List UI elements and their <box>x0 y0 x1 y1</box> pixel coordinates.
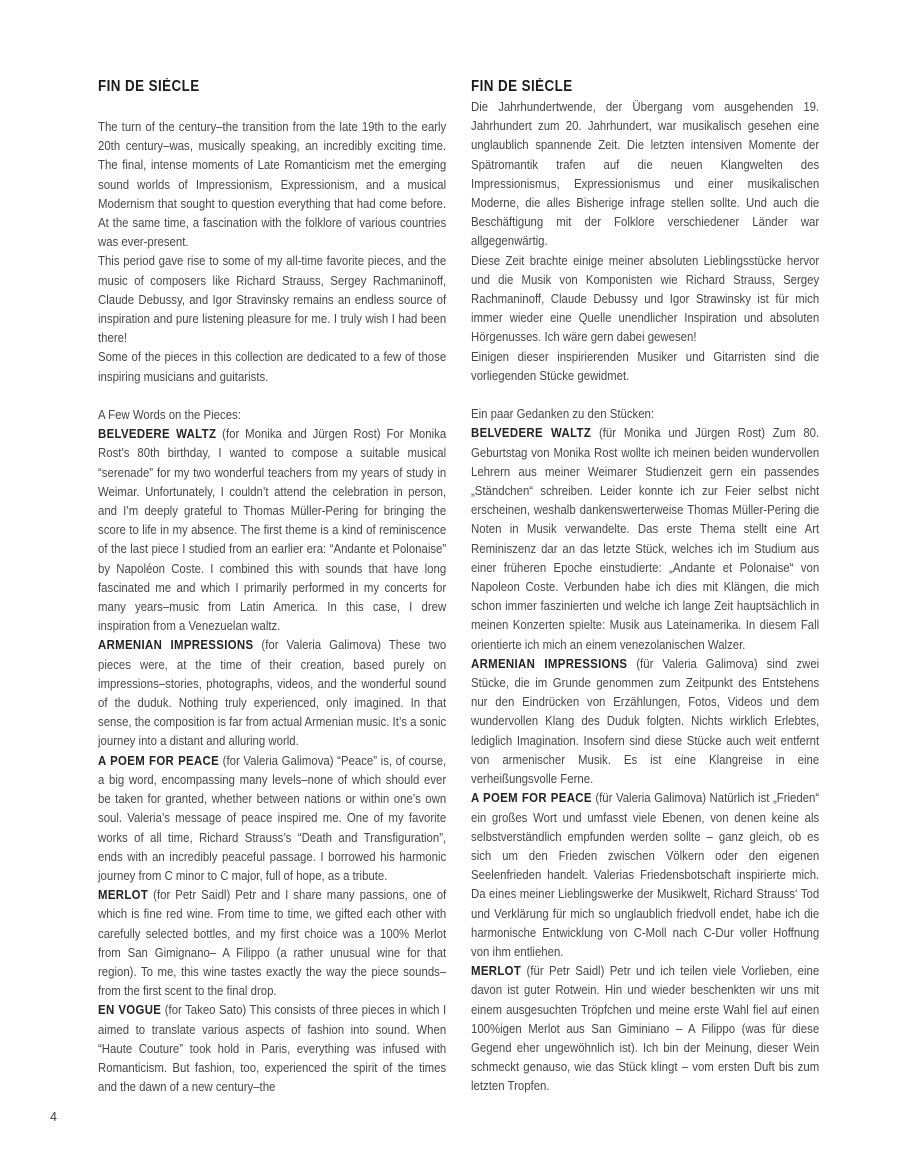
piece-title: BELVEDERE WALTZ <box>471 425 592 441</box>
piece-note-belvedere-waltz-en <box>98 424 446 635</box>
intro-paragraph-de-2: Diese Zeit brachte einige meiner absoluten Lieblingsstücke hervor und die Musik von Komponisten wie Richard Strauss, Sergey Rachmaninoff, Claude Debussy und Igor Strawinsky ist für mich immer wieder eine Quelle unendlicher Inspiration und absoluten Hörgenusses. Ich wäre gern dabei gewesen! <box>471 252 820 345</box>
piece-title: BELVEDERE WALTZ <box>98 426 217 442</box>
section-title-english: FIN DE SIÈCLE <box>98 78 200 95</box>
piece-note-armenian-impressions-en <box>98 635 446 750</box>
piece-note-merlot-en <box>98 885 446 1000</box>
piece-text: (für Monika und Jürgen Rost) Zum 80. Geburtstag von Monika Rost wollte ich meinen beiden wundervollen Lehrern aus meiner Weimarer Studienzeit gern ein passendes „Ständchen“ schreiben. Leider konnte ich zur Feier selbst nicht erscheinen, weshalb dankenswerterweise Thomas Müller-Pering die Noten in Musik verwandelte. Das erste Thema stellt eine Art Reminiszenz dar an das letzte Stück, welches ich im Studium aus einer früheren Epoche einstudierte: „Andante et Polonaise“ von Napoleon Coste. Verbunden habe ich dies mit Klängen, die mich schon immer faszinierten und welche ich lange Zeit hauptsächlich in meinen Konzerten spielte: Musik aus Lateinamerika. In diesem Fall orientierte ich mich an einem venezolanischen Walzer. <box>471 425 820 652</box>
intro-paragraph-en-1: The turn of the century–the transition from the late 19th to the early 20th century–was, musically speaking, an incredibly exciting time. The final, intense moments of Late Romanticism met the emerging sound worlds of Impressionism, Expressionism, and a musical Modernism that sought to question everything that had come before. At the same time, a fascination with the folklore of various countries was ever-present. <box>98 119 447 250</box>
piece-text: (für Valeria Galimova) sind zwei Stücke, die im Grunde genommen zum Zeitpunkt des Entstehens nur den Eindrücken von Erzählungen, Fotos, Videos und dem wundervollen Klang des Duduk folgten. Nichts wirklich Erlebtes, lediglich Imagination. Insofern sind diese Stücke auch weit entfernt von armenischer Musik. Es ist eine Klangreise in eine verheißungsvolle Ferne. <box>471 655 820 787</box>
piece-title: MERLOT <box>98 887 149 903</box>
piece-text: (für Petr Saidl) Petr und ich teilen viele Vorlieben, eine davon ist guter Rotwein. Hin und wieder beschenkten wir uns mit einem ausgesuchten Tröpfchen und meine erste Wahl fiel auf einen 100%igen Merlot aus San Giminiano – A Filippo (was für diese Gegend eher ungewöhnlich ist). Ich bin der Meinung, dieser Wein schmeckt genauso, wie das Stück klingt – vom ersten Duft bis zum letzten Tropfen. <box>471 963 820 1094</box>
piece-text: (for Takeo Sato) This consists of three pieces in which I aimed to translate various aspects of fashion into sound. When “Haute Couture” took hold in Paris, everything was infused with Romanticism. But fashion, too, experienced the spirit of the times and the dawn of a new century–the <box>98 1002 447 1095</box>
piece-title: EN VOGUE <box>98 1002 162 1018</box>
piece-note-a-poem-for-peace-de <box>471 788 819 961</box>
piece-text: (für Valeria Galimova) Natürlich ist „Frieden“ ein großes Wort und umfasst viele Ebenen, von denen keine als selbstverständlich empfunden werden sollte – ganz gleich, ob es sich um den Frieden zwischen Völkern oder den eigenen Seelenfrieden handelt. Valerias Friedensbotschaft inspirierte mich. Da eines meiner Lieblingswerke der Musikwelt, Richard Strauss‘ Tod und Verklärung für mich so unglaublich friedvoll endet, habe ich die harmonische Entwicklung von C-Moll nach C-Dur voller Hoffnung von ihm entliehen. <box>471 790 820 959</box>
piece-note-armenian-impressions-de <box>471 654 819 788</box>
intro-paragraph-de-3: Einigen dieser inspirierenden Musiker und Gitarristen sind die vorliegenden Stücke gewidmet. <box>471 348 820 383</box>
piece-text: (for Monika and Jürgen Rost) For Monika Rost’s 80th birthday, I wanted to compose a suitable musical “serenade” for my two wonderful teachers from my years of study in Weimar. Unfortunately, I couldn’t attend the celebration in person, and I’m deeply grateful to Thomas Müller-Pering for bringing the score to life in my absence. The first theme is a kind of reminiscence of the last piece I studied from an earlier era: “Andante et Polonaise” by Napoléon Coste. I combined this with sounds that have long fascinated me and which I primarily performed in my concerts for many years–music from Latin America. In this case, I drew inspiration from a Venezuelan waltz. <box>98 426 447 634</box>
piece-note-en-vogue-en <box>98 1000 446 1096</box>
piece-title: MERLOT <box>471 963 522 979</box>
piece-title: A POEM FOR PEACE <box>471 790 592 806</box>
piece-title: ARMENIAN IMPRESSIONS <box>98 637 254 653</box>
pieces-lead-en: A Few Words on the Pieces: <box>98 407 241 423</box>
section-title-german: FIN DE SIÈCLE <box>471 78 573 95</box>
piece-text: (for Valeria Galimova) “Peace” is, of course, a big word, encompassing many levels–none of which should ever be taken for granted, whether between nations or within one’s own soul. Valeria’s message of peace inspired me. One of my favorite works of all time, Richard Strauss’s “Death and Transfiguration”, ends with an incredibly peaceful passage. I borrowed his harmonic journey from C minor to C major, full of hope, as a tribute. <box>98 752 447 883</box>
page-number: 4 <box>50 1110 57 1124</box>
intro-paragraph-en-3: Some of the pieces in this collection are dedicated to a few of those inspiring musicians and guitarists. <box>98 349 447 384</box>
intro-paragraph-en-2: This period gave rise to some of my all-time favorite pieces, and the music of composers like Richard Strauss, Sergey Rachmaninoff, Claude Debussy, and Igor Stravinsky remains an endless source of inspiration and pure listening pleasure for me. I truly wish I had been there! <box>98 253 447 346</box>
intro-paragraph-de-1: Die Jahrhundertwende, der Übergang vom ausgehenden 19. Jahrhundert zum 20. Jahrhundert, war musikalisch gesehen eine unglaublich spannende Zeit. Die letzten intensiven Momente der Spätromantik trafen auf die neuen Klangwelten des Impressionismus, Expressionismus und einer musikalischen Moderne, die alles Bisherige infrage stellen sollte. Und auch die Beschäftigung mit der Folklore verschiedener Länder war allgegenwärtig. <box>471 99 820 249</box>
column-german <box>471 78 819 1096</box>
column-english <box>98 78 446 1096</box>
piece-text: (for Petr Saidl) Petr and I share many passions, one of which is fine red wine. From time to time, we gifted each other with carefully selected bottles, and my first choice was a 100% Merlot from San Gimignano– A Filippo (a rather unusual wine for that region). To me, this wine tastes exactly the way the piece sounds–from the first scent to the final drop. <box>98 887 447 999</box>
piece-title: ARMENIAN IMPRESSIONS <box>471 655 628 671</box>
piece-note-belvedere-waltz-de <box>471 423 819 653</box>
piece-note-merlot-de <box>471 961 819 1095</box>
piece-note-a-poem-for-peace-en <box>98 751 446 885</box>
piece-title: A POEM FOR PEACE <box>98 752 220 768</box>
pieces-lead-de: Ein paar Gedanken zu den Stücken: <box>471 406 655 422</box>
piece-text: (for Valeria Galimova) These two pieces were, at the time of their creation, based purely on impressions–stories, photographs, videos, and the wonderful sound of the duduk. Nothing truly experienced, only imagined. In that sense, the composition is far from actual Armenian music. It’s a sonic journey into a distant and alluring world. <box>98 637 447 749</box>
